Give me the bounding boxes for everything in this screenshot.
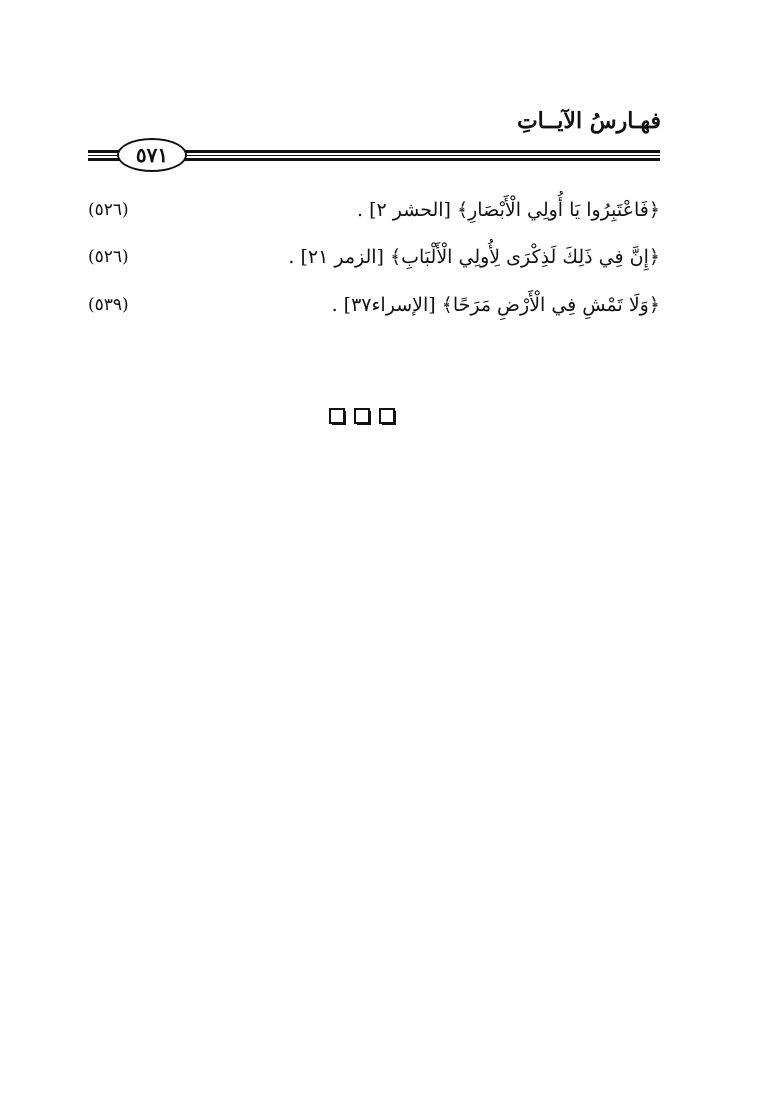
verse-page-reference: (٥٣٩) [88,295,129,315]
verse-text: ﴿وَلَا تَمْشِ فِي الْأَرْضِ مَرَحًا﴾ [الإسراء٣٧] . [331,294,660,316]
verse-page-reference: (٥٢٦) [88,200,129,220]
verse-text: ﴿فَاعْتَبِرُوا يَا أُولِي الْأَبْصَارِ﴾ [الحشر ٢] . [357,199,660,221]
verse-text: ﴿إِنَّ فِي ذَلِكَ لَذِكْرَى لِأُولِي الْأَلْبَابِ﴾ [الزمر ٢١] . [288,246,660,268]
page-number-badge: ٥٧١ [117,138,187,172]
square-icon [354,408,370,424]
square-icon [329,408,345,424]
verse-page-reference: (٥٢٦) [88,247,129,267]
verse-entry [88,288,660,322]
page-title: فهـارسُ الآيــاتِ [516,108,661,134]
square-icon [379,408,395,424]
verse-entry [88,193,660,227]
verse-entry [88,240,660,274]
section-end-marks [329,408,395,424]
